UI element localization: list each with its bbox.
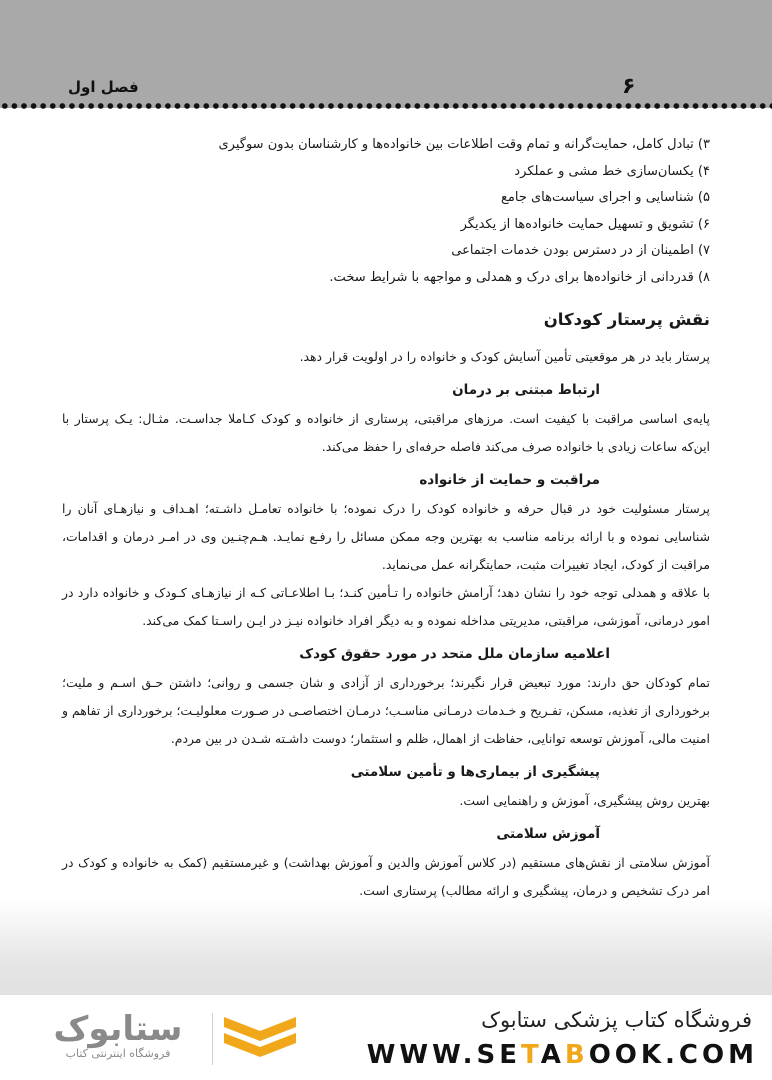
- heading-un-declaration: اعلامیه سازمان ملل متحد در مورد حقوق کودک: [299, 646, 610, 662]
- url-ook: OOK.COM: [588, 1040, 758, 1070]
- heading-family-care: مراقبت و حمایت از خانواده: [419, 472, 600, 488]
- url-accent-b: B: [564, 1040, 589, 1070]
- list-item: ۵) شناسایی و اجرای سیاست‌های جامع: [501, 190, 710, 205]
- paragraph-communication: پایه‌ی اساسی مراقبت با کیفیت است. مرزهای مراقبتی، پرستاری از خانواده و کودک کـاملا جداسـت. مثـال: یـک پرستار با این‌که ساعات زیادی با خانواده صرف می‌کند فاصله حرفه‌ای را حفظ می‌کند.: [62, 411, 710, 454]
- url-prefix: WWW.: [366, 1040, 477, 1070]
- heading-prevention: پیشگیری از بیماری‌ها و تأمین سلامتی: [350, 764, 600, 780]
- url-se: SE: [476, 1040, 522, 1070]
- list-item: ۶) تشویق و تسهیل حمایت خانواده‌ها از یکدیگر: [460, 216, 710, 232]
- intro-paragraph: پرستار باید در هر موقعیتی تأمین آسایش کودک و خانواده را در اولویت قرار دهد.: [299, 349, 710, 364]
- store-name: فروشگاه کتاب پزشکی ستابوک: [481, 1008, 752, 1032]
- logo-wordmark: ستابوک: [53, 1009, 183, 1049]
- bottom-fade: [0, 900, 772, 1000]
- logo-subtitle: فروشگاه اینترنتی کتاب: [65, 1047, 171, 1060]
- url-a: A: [540, 1040, 565, 1070]
- paragraph-family-care-1: پرستار مسئولیت خود در قبال حرفه و خانواده کودک را درک نموده؛ با خانواده تعامـل داشـته؛ اهـداف و نیازهـای آنان را شناسایی نموده و با ارائه برنامه مناسب به بهترین وجه ممکن مسائل را رفـع نمایـد. هـم‌چنـین وی در امـر درمان و اقدامات، مراقبت از کودک، ایجاد تغییرات مثبت، حمایتگرانه عمل می‌نماید.: [62, 501, 710, 572]
- paragraph-un-declaration: تمام کودکان حق دارند: مورد تبعیض قرار نگیرند؛ برخورداری از آزادی و شان جسمی و روانی؛ داشتن حـق اسـم و ملیت؛ برخورداری از تغذیه، مسکن، تفـریح و خـدمات درمـانی مناسـب؛ درمـان اختصاصـی در صـورت معلولیـت؛ برخورداری از تفاهم و امنیت مالی، آموزش توسعه توانایی، حفاظت از اهمال، ظلم و استثمار؛ دوست داشـته شـدن در بین مردم.: [62, 675, 710, 746]
- page-header: [0, 0, 772, 108]
- brand-logo: [28, 1009, 208, 1060]
- page-content: [62, 132, 710, 909]
- list-item: ۳) تبادل کامل، حمایت‌گرانه و تمام وقت اطلاعات بین خانواده‌ها و کارشناسان بدون سوگیری: [218, 137, 710, 152]
- store-url[interactable]: [367, 1040, 758, 1070]
- list-item: ۷) اطمینان از در دسترس بودن خدمات اجتماعی: [451, 243, 710, 258]
- list-item: ۴) یکسان‌سازی خط مشی و عملکرد: [514, 163, 710, 179]
- url-accent-t: T: [521, 1040, 541, 1070]
- footer-banner: [0, 995, 772, 1080]
- section-title: نقش پرستار کودکان: [543, 310, 710, 329]
- page-number: ۶: [622, 74, 636, 99]
- dotted-divider: [0, 101, 772, 111]
- logo-divider: [212, 1013, 213, 1065]
- list-item: ۸) قدردانی از خانواده‌ها برای درک و همدلی و مواجهه با شرایط سخت.: [329, 269, 710, 285]
- chapter-title: فصل اول: [68, 78, 139, 96]
- paragraph-health-education: آموزش سلامتی از نقش‌های مستقیم (در کلاس آموزش والدین و آموزش بهداشت) و غیرمستقیم (کمک به خانواده و کودک در امر درک تشخیص و درمان، پیشگیری و ارائه مطالب) پرستاری است.: [62, 855, 710, 898]
- heading-health-education: آموزش سلامتی: [496, 826, 600, 842]
- paragraph-prevention: بهترین روش پیشگیری، آموزش و راهنمایی است.: [459, 793, 710, 808]
- paragraph-family-care-2: با علاقه و همدلی توجه خود را نشان دهد؛ آرامش خانواده را تـأمین کنـد؛ بـا اطلاعـاتی کـه از نیازهـای کـودک و خانواده دارد در امور درمانی، آموزشی، مراقبتی، مدیریتی مداخله نموده و به دیگر افراد خانواده نیـز در ایـن راسـتا کمک می‌کند.: [62, 585, 710, 628]
- heading-communication: ارتباط مبتنی بر درمان: [452, 382, 600, 398]
- chevron-logo-icon: [220, 1013, 300, 1063]
